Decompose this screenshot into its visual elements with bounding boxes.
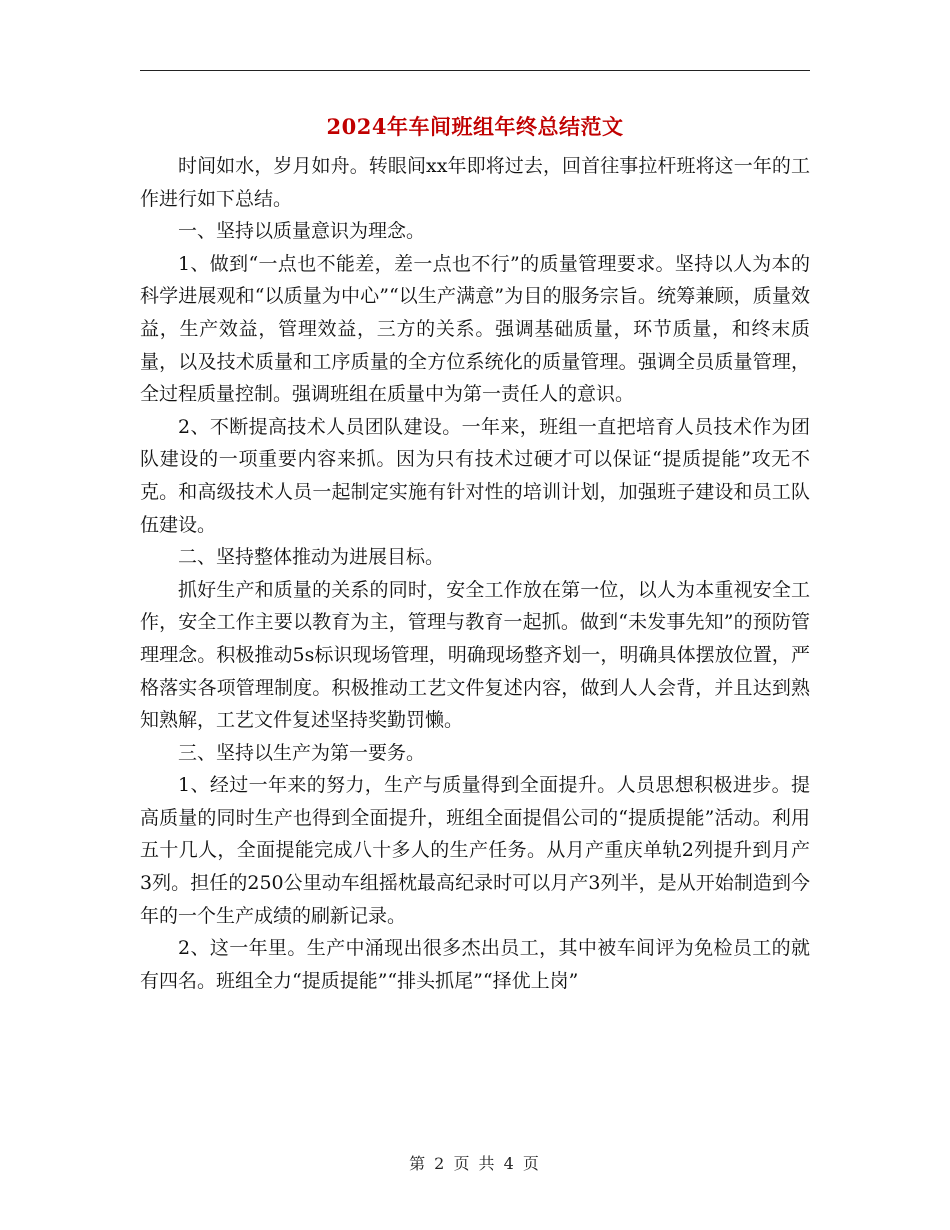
page-number-footer: 第 2 页 共 4 页 xyxy=(409,1154,541,1173)
section-heading-3: 三、坚持以生产为第一要务。 xyxy=(178,741,426,764)
section-heading-2: 二、坚持整体推动为进展目标。 xyxy=(178,546,445,569)
section-heading-1: 一、坚持以质量意识为理念。 xyxy=(178,220,426,243)
paragraph-quality-2: 2、不断提高技术人员团队建设。一年来，班组一直把培育人员技术作为团队建设的一项重要内容来抓。因为只有技术过硬才可以保证“提质提能”攻无不克。和高级技术人员一起制定实施有针对性的培训计划，加强班子建设和员工队伍建设。 xyxy=(140,415,810,536)
document-body xyxy=(140,150,810,997)
paragraph-production-2: 2、这一年里。生产中涌现出很多杰出员工，其中被车间评为免检员工的就有四名。班组全力“提质提能”“排头抓尾”“择优上岗” xyxy=(140,937,810,992)
header-rule xyxy=(140,70,810,71)
paragraph-safety: 抓好生产和质量的关系的同时，安全工作放在第一位，以人为本重视安全工作，安全工作主要以教育为主，管理与教育一起抓。做到“未发事先知”的预防管理理念。积极推动5s标识现场管理，明确现场整齐划一，明确具体摆放位置，严格落实各项管理制度。积极推动工艺文件复述内容，做到人人会背，并且达到熟知熟解，工艺文件复述坚持奖勤罚懒。 xyxy=(140,578,810,732)
paragraph-production-1: 1、经过一年来的努力，生产与质量得到全面提升。人员思想积极进步。提高质量的同时生产也得到全面提升，班组全面提倡公司的“提质提能”活动。利用五十几人，全面提能完成八十多人的生产任务。从月产重庆单轨2列提升到月产3列。担任的250公里动车组摇枕最高纪录时可以月产3列半，是从开始制造到今年的一个生产成绩的刷新记录。 xyxy=(140,774,810,927)
document-title: 2024年车间班组年终总结范文 xyxy=(326,114,624,139)
paragraph-quality-1: 1、做到“一点也不能差，差一点也不行”的质量管理要求。坚持以人为本的科学进展观和“以质量为中心”“以生产满意”为目的服务宗旨。统筹兼顾，质量效益，生产效益，管理效益，三方的关系。强调基础质量，环节质量，和终末质量，以及技术质量和工序质量的全方位系统化的质量管理。强调全员质量管理，全过程质量控制。强调班组在质量中为第一责任人的意识。 xyxy=(140,252,810,406)
paragraph-intro: 时间如水，岁月如舟。转眼间xx年即将过去，回首往事拉杆班将这一年的工作进行如下总结。 xyxy=(140,155,810,210)
